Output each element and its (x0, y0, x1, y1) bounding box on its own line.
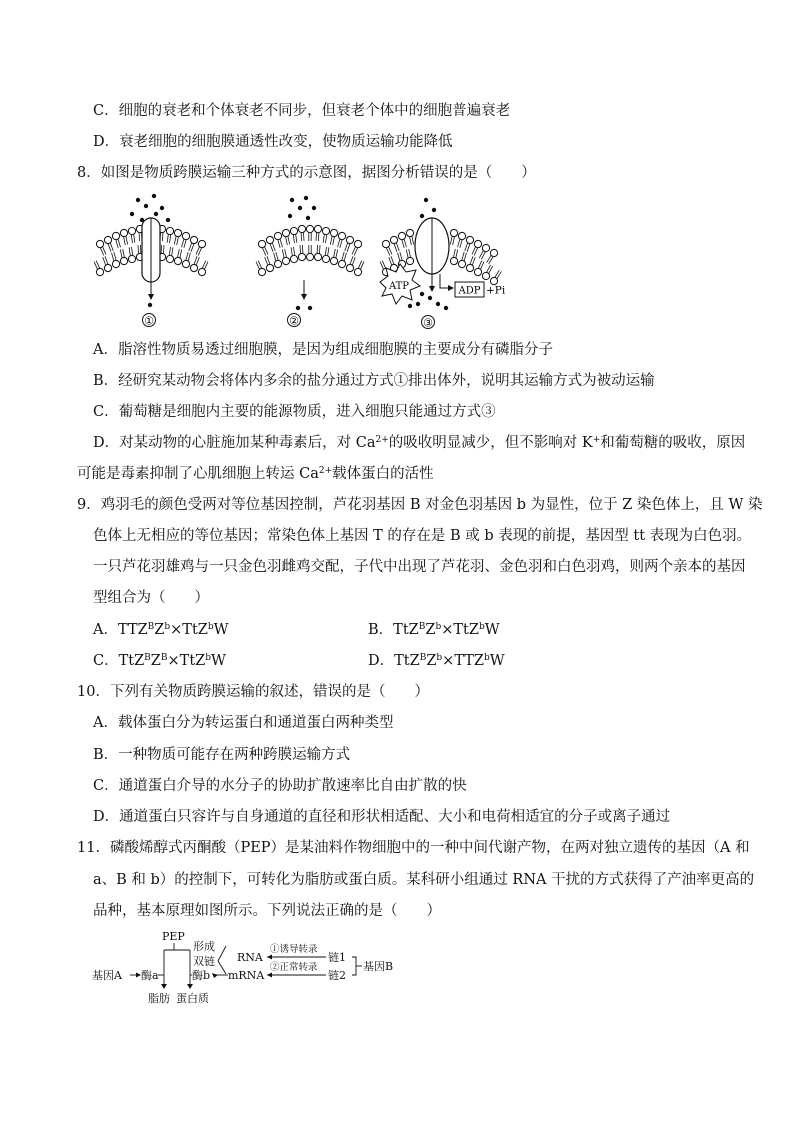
q8-stem: 8．如图是物质跨膜运输三种方式的示意图，据图分析错误的是（ ） (77, 165, 536, 181)
form-label: 形成 (193, 940, 215, 953)
atp-label: ATP (388, 281, 410, 292)
figure-label-3: ③ (423, 316, 433, 330)
q7-option-c: C．细胞的衰老和个体衰老不同步，但衰老个体中的细胞普遍衰老 (93, 103, 511, 119)
q10-stem: 10．下列有关物质跨膜运输的叙述，错误的是（ ） (77, 684, 429, 700)
induced-transcription-label: ①诱导转录 (270, 944, 318, 955)
q8-option-d-line2: 可能是毒素抑制了心肌细胞上转运 $Ca^{2+}$载体蛋白的活性 (77, 466, 434, 482)
pep-regulation-diagram (90, 928, 400, 1008)
gene-b-label: 基因B (363, 960, 394, 973)
q9-option-d: D．$TtZ^BZ^b\times TTZ^bW$ (368, 653, 505, 669)
q11-stem-line3: 品种，基本原理如图所示。下列说法正确的是（ ） (93, 903, 441, 919)
q8-option-b: B．经研究某动物会将体内多余的盐分通过方式①排出体外，说明其运输方式为被动运输 (93, 373, 655, 389)
chain-1-label: 链1 (328, 951, 346, 964)
adp-label: ADP (458, 285, 481, 297)
q10-option-b: B．一种物质可能存在两种跨膜运输方式 (93, 747, 351, 763)
membrane-transport-figure (92, 192, 512, 332)
q9-option-b: B．$TtZ^BZ^b\times TtZ^bW$ (368, 622, 500, 638)
figure-label-2: ② (289, 314, 299, 328)
figure-label-1: ① (144, 314, 154, 328)
q8-option-d-line1: D．对某动物的心脏施加某种毒素后，对 $Ca^{2+}$的吸收明显减少，但不影响对 K+和葡萄糖的吸收，原因 (93, 435, 746, 451)
chain-2-label: 链2 (328, 969, 346, 982)
mrna-label: mRNA (228, 969, 265, 982)
q11-stem-line2: a、B 和 b）的控制下，可转化为脂肪或蛋白质。某科研小组通过 RNA 干扰的方式获得了产油率更高的 (93, 872, 755, 888)
q8-option-a: A．脂溶性物质易透过细胞膜，是因为组成细胞膜的主要成分有磷脂分子 (93, 342, 553, 358)
q9-stem-line4: 型组合为（ ） (93, 590, 209, 606)
q8-option-c: C．葡萄糖是细胞内主要的能源物质，进入细胞只能通过方式③ (93, 404, 496, 420)
membrane-1 (92, 194, 210, 328)
pep-label: PEP (162, 930, 185, 943)
q9-option-c: C．$TtZ^BZ^B\times TtZ^bW$ (93, 653, 226, 669)
pi-label: +Pi (486, 284, 506, 297)
q7-option-d: D．衰老细胞的细胞膜通透性改变，使物质运输功能降低 (93, 134, 453, 150)
protein-label: 蛋白质 (176, 992, 209, 1005)
q10-option-a: A．载体蛋白分为转运蛋白和通道蛋白两种类型 (93, 715, 394, 731)
double-strand-label: 双链 (193, 955, 215, 968)
enzyme-a-label: 酶a (141, 969, 159, 982)
q9-option-a: A．$TTZ^BZ^b\times TtZ^bW$ (93, 622, 229, 638)
gene-a-label: 基因A (92, 969, 122, 982)
membrane-3 (378, 198, 506, 330)
membrane-2 (254, 196, 366, 328)
fat-label: 脂肪 (148, 992, 170, 1005)
q9-stem-line2: 色体上无相应的等位基因；常染色体上基因 T 的存在是 B 或 b 表现的前提，基因型 tt 表现为白色羽。 (93, 528, 752, 544)
normal-transcription-label: ②正常转录 (270, 962, 318, 973)
rna-label: RNA (237, 951, 263, 964)
q10-option-c: C．通道蛋白介导的水分子的协助扩散速率比自由扩散的快 (93, 778, 467, 794)
enzyme-b-label: 酶b (192, 969, 211, 982)
q9-stem-line3: 一只芦花羽雄鸡与一只金色羽雌鸡交配，子代中出现了芦花羽、金色羽和白色羽鸡，则两个亲本的基因 (93, 559, 746, 575)
q10-option-d: D．通道蛋白只容许与自身通道的直径和形状相适配、大小和电荷相适宜的分子或离子通过 (93, 809, 671, 825)
q9-stem-line1: 9．鸡羽毛的颜色受两对等位基因控制，芦花羽基因 B 对金色羽基因 b 为显性，位于 Z 染色体上，且 W 染 (77, 497, 763, 513)
q11-stem-line1: 11．磷酸烯醇式丙酮酸（PEP）是某油料作物细胞中的一种中间代谢产物，在两对独立遗传的基因（A 和 (77, 840, 750, 856)
